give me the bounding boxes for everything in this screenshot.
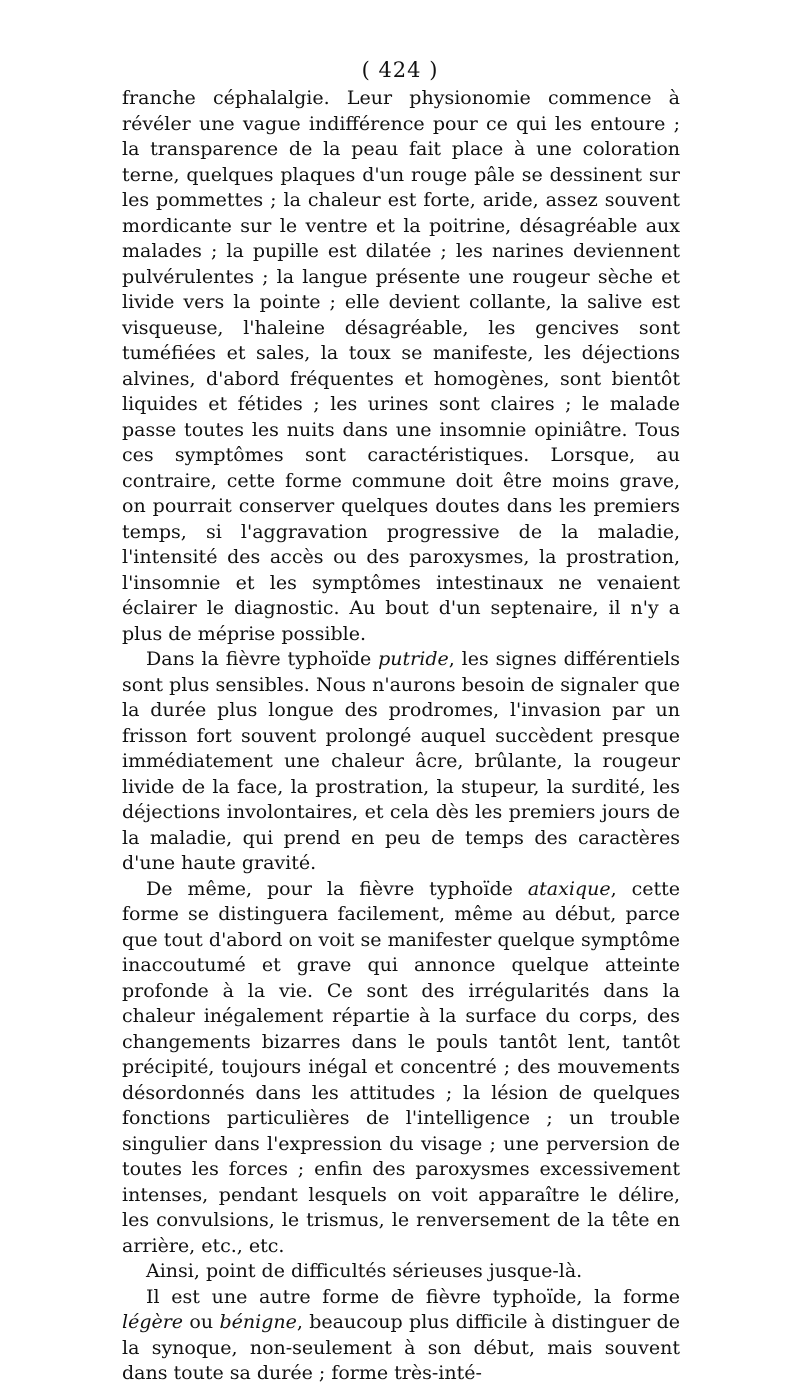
text-run: Dans la fièvre typhoïde — [146, 648, 379, 670]
text-run: ou — [183, 1311, 220, 1333]
text-run: , beaucoup plus difficile à distinguer de la synoque, non-seulement à son début, mais souvent dans toute sa durée ; forme très-inté- — [122, 1311, 680, 1384]
text-run: Ainsi, point de difficultés sérieuses jusque-là. — [146, 1260, 583, 1282]
text-run: Il est une autre forme de fièvre typhoïde, la forme — [146, 1285, 680, 1308]
italic-term: légère — [122, 1311, 184, 1333]
text-run: , les signes différentiels sont plus sensibles. Nous n'aurons besoin de signaler que la durée plus longue des prodromes, l'invasion par un frisson fort souvent prolongé auquel succèdent presque immédiatement une chaleur âcre, brûlante, la rougeur livide de la face, la prostration, la stupeur, la surdité, les déjections involontaires, et cela dès les premiers jours de la maladie, qui prend en peu de temps des caractères d'une haute gravité. — [122, 648, 681, 874]
paragraph — [122, 1259, 680, 1285]
text-run: franche céphalalgie. Leur physionomie commence à révéler une vague indifférence pour ce qui les entoure ; la transparence de la peau fait place à une coloration terne, quelques plaques d'un rouge pâle se dessinent sur les pommettes ; la chaleur est forte, aride, assez souvent mordicante sur le ventre et la poitrine, désagréable aux malades ; la pupille est dilatée ; les narines deviennent pulvérulentes ; la langue présente une rougeur sèche et livide vers la pointe ; elle devient collante, la salive est visqueuse, l'haleine désagréable, les gencives sont tuméfiées et sales, la toux se manifeste, les déjections alvines, d'abord fréquentes et homogènes, sont bientôt liquides et fétides ; les urines sont claires ; le malade passe toutes les nuits dans une insomnie opiniâtre. Tous ces symptômes sont caractéristiques. Lorsque, au contraire, cette forme commune doit être moins grave, on pourrait conserver quelques doutes dans les premiers temps, si l'aggravation progressive de la maladie, l'intensité des accès ou des paroxysmes, la prostration, l'insomnie et les symptômes intestinaux ne venaient éclairer le diagnostic. Au bout d'un septenaire, il n'y a plus de méprise possible. — [122, 87, 680, 645]
text-run: De même, pour la fièvre typhoïde — [146, 877, 528, 900]
italic-term: putride — [378, 648, 449, 670]
paragraph — [122, 86, 680, 647]
italic-term: ataxique — [527, 877, 611, 900]
italic-term: bénigne — [219, 1311, 297, 1333]
paragraph — [122, 877, 680, 1260]
paragraph — [122, 647, 680, 877]
body-text — [122, 86, 680, 1387]
text-run: , cette forme se distinguera facilement, même au début, parce que tout d'abord on voit se manifester quelque symptôme inaccoutumé et grave qui annonce quelque atteinte profonde à la vie. Ce sont des irrégularités dans la chaleur inégalement répartie à la surface du corps, des changements bizarres dans le pouls tantôt lent, tantôt précipité, toujours inégal et concentré ; des mouvements désordonnés dans les attitudes ; la lésion de quelques fonctions particulières de l'intelligence ; un trouble singulier dans l'expression du visage ; une perversion de toutes les forces ; enfin des paroxysmes excessivement intenses, pendant lesquels on voit apparaître le délire, les convulsions, le trismus, le renversement de la tête en arrière, etc., etc. — [122, 877, 680, 1257]
page-number: ( 424 ) — [361, 58, 439, 82]
paragraph — [122, 1285, 680, 1387]
